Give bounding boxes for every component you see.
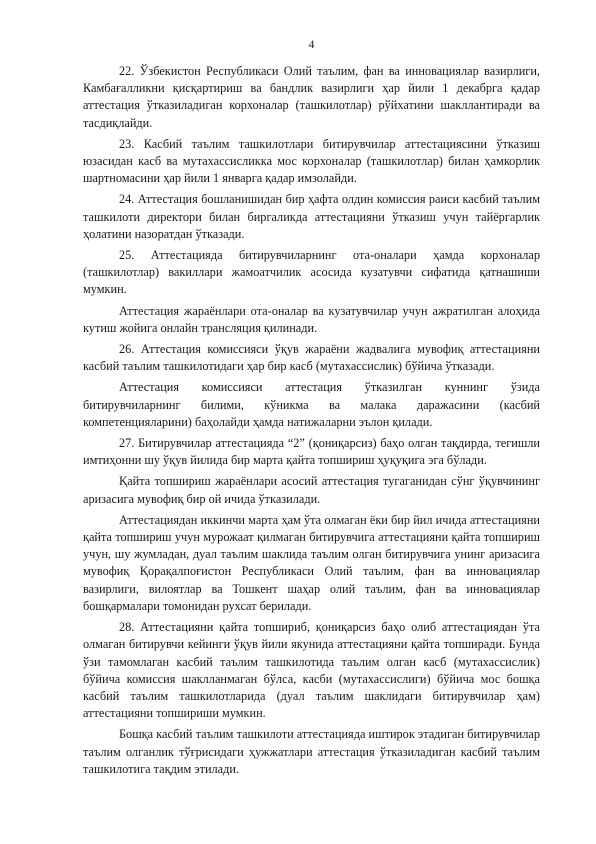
paragraph-24: 24. Аттестация бошланишидан бир ҳафта олдин комиссия раиси касбий таълим ташкилоти директори билан биргаликда аттестацияни ўтказиш учун тайёргарлик ҳолатини назоратдан ўтказади.	[83, 192, 540, 241]
paragraph-25-continuation: Аттестация жараёнлари ота-оналар ва кузатувчилар учун ажратилган алоҳида кутиш жойига онлайн трансляция қилинади.	[83, 303, 540, 335]
paragraph-27: 27. Битирувчилар аттестацияда “2” (қониқарсиз) баҳо олган тақдирда, тегишли имтиҳонни шу ўқув йилида бир марта қайта топшириш ҳуқуқига эга бўлади.	[83, 436, 540, 468]
paragraph-25: 25. Аттестацияда битирувчиларнинг ота-оналари ҳамда корхоналар (ташкилотлар) вакиллари жамоатчилик асосида кузатувчи сифатида қатнашиши мумкин.	[83, 248, 540, 297]
paragraph-22: 22. Ўзбекистон Республикаси Олий таълим, фан ва инновациялар вазирлиги, Камбағалликни қисқартириш ва бандлик вазирлиги ҳар йили 1 декабрга қадар аттестация ўтказиладиган корхоналар (ташкилотлар) рўйхатини шакллантиради ва тасдиқлайди.	[83, 64, 540, 130]
page-number: 4	[308, 39, 315, 51]
paragraph-27-continuation-1: Қайта топшириш жараёнлари асосий аттестация тугаганидан сўнг ўқувчининг аризасига мувофиқ бир ой ичида ўтказилади.	[83, 474, 540, 506]
paragraph-27-continuation-2: Аттестациядан иккинчи марта ҳам ўта олмаган ёки бир йил ичида аттестацияни қайта топшириш учун мурожаат қилмаган битирувчига аттестацияни қайта топшириш учун, шу жумладан, дуал таълим шаклида таълим олган битирувчига унинг аризасига мувофиқ Қорақалпоғистон Республикаси Олий таълим, фан ва инновациялар вазирлиги, вилоятлар ва Тошкент шаҳар олий таълим, фан ва инновациялар бошқармалари томонидан рухсат берилади.	[83, 512, 540, 613]
paragraph-26: 26. Аттестация комиссияси ўқув жараёни жадвалига мувофиқ аттестацияни касбий таълим ташкилотидаги ҳар бир касб (мутахассислик) бўйича ўтказади.	[83, 342, 540, 374]
paragraph-23: 23. Касбий таълим ташкилотлари битирувчилар аттестациясини ўтказиш юзасидан касб ва мутахассисликка мос корхоналар (ташкилотлар) билан ҳамкорлик шартномасини ҳар йили 1 январга қадар имзолайди.	[83, 136, 540, 186]
paragraph-28: 28. Аттестацияни қайта топшириб, қониқарсиз баҳо олиб аттестациядан ўта олмаган битирувчи кейинги ўқув йили якунида аттестацияни қайта топширади. Бунда ўзи тамомлаган касбий таълим ташкилотида таълим олган касб (мутахассислик) бўйича комиссия шаклланмаган бўлса, касби (мутахассислиги) бўйича мос бошқа касбий таълим ташкилотларида (дуал таълим шаклидаги битирувчилар ҳам) аттестацияни топшириши мумкин.	[83, 620, 540, 721]
paragraph-28-continuation: Бошқа касбий таълим ташкилоти аттестацияда иштирок этадиган битирувчилар таълим олганлик тўғрисидаги ҳужжатлари аттестация ўтказиладиган касбий таълим ташкилотига тақдим этилади.	[83, 727, 540, 776]
paragraph-26-continuation: Аттестация комиссияси аттестация ўтказилган куннинг ўзида битирувчиларнинг билими, кўникма ва малака даражасини (касбий компетенцияларини) баҳолайди ҳамда натижаларни эълон қилади.	[83, 380, 540, 429]
